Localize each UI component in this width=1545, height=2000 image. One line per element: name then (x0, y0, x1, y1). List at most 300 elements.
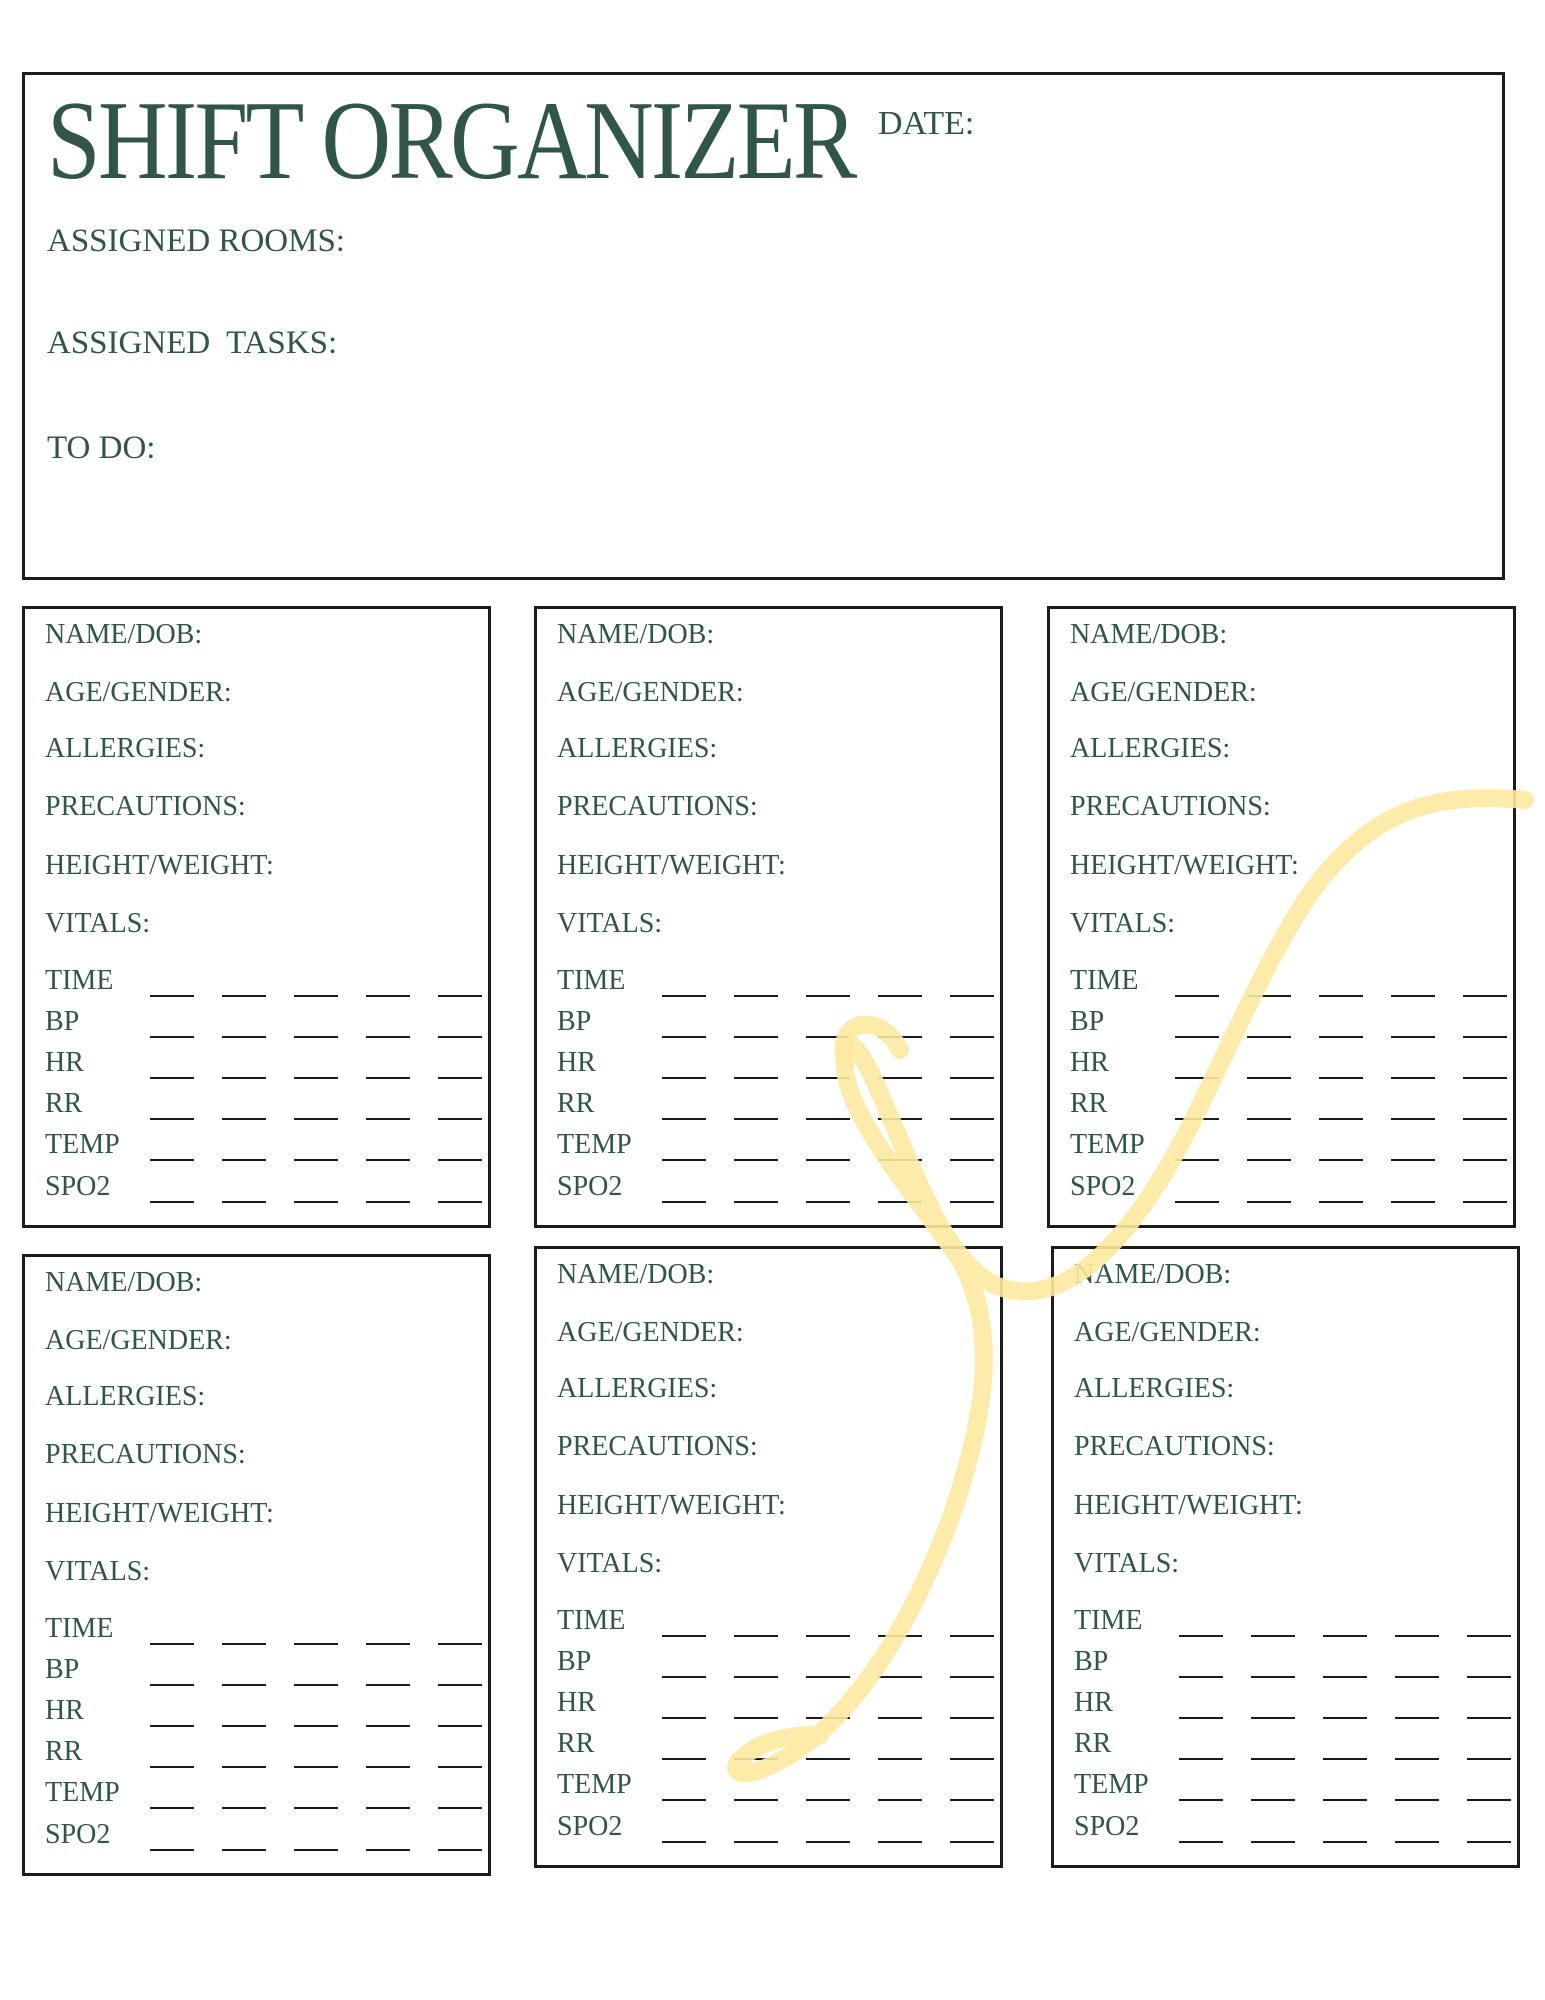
vital-label: SPO2 (557, 1171, 623, 1202)
vital-blank-line[interactable] (806, 1118, 850, 1120)
vitals-row (557, 1769, 987, 1805)
field-label: AGE/GENDER: (557, 1317, 744, 1348)
vital-blank-line[interactable] (294, 1725, 338, 1727)
vital-blank-line[interactable] (366, 1766, 410, 1768)
vitals-row (1074, 1769, 1504, 1805)
vital-blank-line[interactable] (438, 1159, 482, 1161)
vital-blank-line[interactable] (150, 1118, 194, 1120)
vitals-row (1074, 1646, 1504, 1682)
vital-blank-line[interactable] (222, 1036, 266, 1038)
vitals-row (1074, 1811, 1504, 1847)
shift-header-box (22, 72, 1505, 580)
vital-blank-line[interactable] (366, 1643, 410, 1645)
field-label: NAME/DOB: (1070, 619, 1228, 650)
vital-blank-line[interactable] (1247, 1036, 1291, 1038)
field-label: ALLERGIES: (1074, 1373, 1235, 1404)
vital-blank-line[interactable] (950, 1635, 994, 1637)
vitals-row (45, 1129, 475, 1165)
vital-label: BP (1074, 1646, 1109, 1677)
vital-blank-line[interactable] (366, 995, 410, 997)
vital-blank-line[interactable] (950, 1118, 994, 1120)
vital-blank-line[interactable] (366, 1849, 410, 1851)
vital-label: SPO2 (557, 1811, 623, 1842)
vital-label: TEMP (45, 1129, 120, 1160)
vital-blank-line[interactable] (294, 995, 338, 997)
vitals-row (557, 1047, 987, 1083)
vital-blank-line[interactable] (1395, 1758, 1439, 1760)
vital-blank-line[interactable] (366, 1807, 410, 1809)
vital-blank-line[interactable] (1319, 1118, 1363, 1120)
vital-blank-line[interactable] (1391, 1201, 1435, 1203)
vital-blank-line[interactable] (366, 1725, 410, 1727)
vital-blank-line[interactable] (150, 1201, 194, 1203)
vital-blank-line[interactable] (438, 1849, 482, 1851)
vital-blank-line[interactable] (1251, 1676, 1295, 1678)
vitals-row (557, 1006, 987, 1042)
vitals-row (45, 1047, 475, 1083)
vital-blank-line[interactable] (222, 1077, 266, 1079)
vital-blank-line[interactable] (950, 1799, 994, 1801)
field-label: PRECAUTIONS: (557, 1431, 758, 1462)
vital-blank-line[interactable] (1395, 1841, 1439, 1843)
vital-blank-line[interactable] (150, 1807, 194, 1809)
vital-label: TEMP (45, 1777, 120, 1808)
patient-card (22, 1254, 491, 1876)
vital-blank-line[interactable] (1179, 1799, 1223, 1801)
vital-blank-line[interactable] (1467, 1758, 1511, 1760)
vital-blank-line[interactable] (662, 1676, 706, 1678)
vitals-row (45, 1613, 475, 1649)
vital-blank-line[interactable] (150, 1725, 194, 1727)
vital-blank-line[interactable] (1467, 1717, 1511, 1719)
vital-blank-line[interactable] (150, 995, 194, 997)
vital-blank-line[interactable] (438, 1201, 482, 1203)
field-label: HEIGHT/WEIGHT: (557, 850, 786, 881)
vital-label: HR (557, 1047, 596, 1078)
vital-blank-line[interactable] (294, 1201, 338, 1203)
vital-blank-line[interactable] (294, 1077, 338, 1079)
vital-blank-line[interactable] (1319, 1036, 1363, 1038)
vital-blank-line[interactable] (734, 1676, 778, 1678)
vital-blank-line[interactable] (1391, 1077, 1435, 1079)
vital-blank-line[interactable] (294, 1684, 338, 1686)
vital-blank-line[interactable] (1175, 1077, 1219, 1079)
vital-blank-line[interactable] (950, 1676, 994, 1678)
vital-blank-line[interactable] (806, 1717, 850, 1719)
vital-blank-line[interactable] (878, 1036, 922, 1038)
vitals-row (1070, 1047, 1500, 1083)
vital-blank-line[interactable] (950, 1201, 994, 1203)
vital-blank-line[interactable] (1467, 1799, 1511, 1801)
vital-blank-line[interactable] (1391, 1118, 1435, 1120)
vital-blank-line[interactable] (1463, 1118, 1507, 1120)
vital-blank-line[interactable] (878, 1077, 922, 1079)
vital-label: RR (45, 1088, 83, 1119)
vital-blank-line[interactable] (878, 1841, 922, 1843)
vital-blank-line[interactable] (222, 1201, 266, 1203)
vital-blank-line[interactable] (878, 1635, 922, 1637)
vital-blank-line[interactable] (734, 1758, 778, 1760)
vital-blank-line[interactable] (1323, 1799, 1367, 1801)
vitals-row (1070, 965, 1500, 1001)
patient-card (534, 1246, 1003, 1868)
vital-blank-line[interactable] (1463, 1036, 1507, 1038)
vital-blank-line[interactable] (1179, 1758, 1223, 1760)
vital-blank-line[interactable] (878, 1799, 922, 1801)
vital-blank-line[interactable] (1395, 1676, 1439, 1678)
field-label: NAME/DOB: (45, 1267, 203, 1298)
field-label: VITALS: (1070, 908, 1176, 939)
vital-blank-line[interactable] (222, 1725, 266, 1727)
vital-label: BP (1070, 1006, 1105, 1037)
vital-label: BP (45, 1654, 80, 1685)
vital-blank-line[interactable] (662, 1201, 706, 1203)
vital-blank-line[interactable] (438, 1077, 482, 1079)
patient-card (1047, 606, 1516, 1228)
vital-label: TEMP (557, 1769, 632, 1800)
vital-label: BP (45, 1006, 80, 1037)
vital-blank-line[interactable] (222, 1849, 266, 1851)
vital-blank-line[interactable] (734, 1201, 778, 1203)
vital-blank-line[interactable] (734, 1799, 778, 1801)
vital-blank-line[interactable] (662, 1717, 706, 1719)
vitals-row (45, 1736, 475, 1772)
vitals-row (45, 965, 475, 1001)
vitals-row (45, 1088, 475, 1124)
field-label: PRECAUTIONS: (1074, 1431, 1275, 1462)
vital-label: TEMP (1070, 1129, 1145, 1160)
vital-blank-line[interactable] (1251, 1758, 1295, 1760)
vital-blank-line[interactable] (150, 1077, 194, 1079)
vital-blank-line[interactable] (294, 1807, 338, 1809)
vital-label: RR (1074, 1728, 1112, 1759)
vital-blank-line[interactable] (950, 1159, 994, 1161)
vital-blank-line[interactable] (1395, 1799, 1439, 1801)
vital-blank-line[interactable] (1323, 1676, 1367, 1678)
vital-blank-line[interactable] (150, 1684, 194, 1686)
vital-blank-line[interactable] (806, 1036, 850, 1038)
vital-blank-line[interactable] (662, 1635, 706, 1637)
vital-label: HR (557, 1687, 596, 1718)
field-label: VITALS: (45, 908, 151, 939)
vital-blank-line[interactable] (366, 1684, 410, 1686)
todo-label: TO DO: (47, 430, 156, 466)
vital-blank-line[interactable] (878, 1159, 922, 1161)
vital-blank-line[interactable] (294, 1766, 338, 1768)
vital-blank-line[interactable] (734, 995, 778, 997)
page-title: SHIFT ORGANIZER (47, 79, 855, 203)
vital-blank-line[interactable] (1323, 1758, 1367, 1760)
vital-blank-line[interactable] (366, 1159, 410, 1161)
vital-label: SPO2 (1070, 1171, 1136, 1202)
field-label: ALLERGIES: (557, 733, 718, 764)
vital-blank-line[interactable] (294, 1118, 338, 1120)
vitals-row (557, 1171, 987, 1207)
vital-blank-line[interactable] (1319, 1201, 1363, 1203)
vital-label: BP (557, 1646, 592, 1677)
vital-blank-line[interactable] (1463, 995, 1507, 997)
vital-blank-line[interactable] (438, 1807, 482, 1809)
vital-label: TIME (557, 1605, 626, 1636)
field-label: HEIGHT/WEIGHT: (1070, 850, 1299, 881)
vital-blank-line[interactable] (806, 1159, 850, 1161)
vital-blank-line[interactable] (1247, 1201, 1291, 1203)
vital-blank-line[interactable] (1463, 1077, 1507, 1079)
vital-blank-line[interactable] (366, 1077, 410, 1079)
field-label: NAME/DOB: (1074, 1259, 1232, 1290)
vital-label: RR (557, 1088, 595, 1119)
vital-blank-line[interactable] (222, 1807, 266, 1809)
vitals-row (1074, 1728, 1504, 1764)
vitals-row (45, 1777, 475, 1813)
vital-blank-line[interactable] (1175, 1201, 1219, 1203)
vital-blank-line[interactable] (1467, 1841, 1511, 1843)
vital-blank-line[interactable] (950, 1077, 994, 1079)
patient-card (22, 606, 491, 1228)
field-label: HEIGHT/WEIGHT: (45, 1498, 274, 1529)
vitals-row (557, 1129, 987, 1165)
vital-blank-line[interactable] (1319, 1159, 1363, 1161)
patient-card (1051, 1246, 1520, 1868)
vital-blank-line[interactable] (1179, 1676, 1223, 1678)
vital-blank-line[interactable] (1251, 1799, 1295, 1801)
vital-blank-line[interactable] (662, 995, 706, 997)
vital-blank-line[interactable] (150, 1766, 194, 1768)
vital-blank-line[interactable] (878, 995, 922, 997)
vital-blank-line[interactable] (662, 1799, 706, 1801)
vitals-row (1070, 1171, 1500, 1207)
field-label: ALLERGIES: (45, 1381, 206, 1412)
vital-blank-line[interactable] (1467, 1635, 1511, 1637)
vital-label: TIME (1070, 965, 1139, 996)
vital-blank-line[interactable] (1251, 1717, 1295, 1719)
vital-blank-line[interactable] (438, 1684, 482, 1686)
vital-blank-line[interactable] (662, 1118, 706, 1120)
vitals-row (557, 1811, 987, 1847)
vital-blank-line[interactable] (662, 1077, 706, 1079)
field-label: NAME/DOB: (45, 619, 203, 650)
vital-label: TIME (557, 965, 626, 996)
vital-blank-line[interactable] (150, 1159, 194, 1161)
vital-blank-line[interactable] (438, 1118, 482, 1120)
field-label: VITALS: (557, 908, 663, 939)
vitals-row (45, 1654, 475, 1690)
vital-blank-line[interactable] (1175, 1118, 1219, 1120)
vital-label: HR (1074, 1687, 1113, 1718)
vital-blank-line[interactable] (1391, 1036, 1435, 1038)
vital-blank-line[interactable] (734, 1077, 778, 1079)
vital-blank-line[interactable] (1179, 1635, 1223, 1637)
vital-blank-line[interactable] (734, 1717, 778, 1719)
vital-blank-line[interactable] (1395, 1635, 1439, 1637)
vital-blank-line[interactable] (1247, 995, 1291, 997)
vital-blank-line[interactable] (950, 995, 994, 997)
field-label: HEIGHT/WEIGHT: (45, 850, 274, 881)
vital-blank-line[interactable] (734, 1635, 778, 1637)
vital-blank-line[interactable] (222, 995, 266, 997)
vital-label: BP (557, 1006, 592, 1037)
vitals-row (557, 1646, 987, 1682)
vital-blank-line[interactable] (662, 1159, 706, 1161)
vital-label: TIME (45, 965, 114, 996)
vitals-row (1074, 1605, 1504, 1641)
vital-blank-line[interactable] (1247, 1159, 1291, 1161)
vital-label: RR (557, 1728, 595, 1759)
vital-blank-line[interactable] (806, 1799, 850, 1801)
vital-label: RR (1070, 1088, 1108, 1119)
vital-blank-line[interactable] (294, 1643, 338, 1645)
vital-blank-line[interactable] (734, 1036, 778, 1038)
vital-blank-line[interactable] (222, 1643, 266, 1645)
field-label: ALLERGIES: (45, 733, 206, 764)
field-label: PRECAUTIONS: (1070, 791, 1271, 822)
vital-blank-line[interactable] (150, 1036, 194, 1038)
vitals-row (557, 1687, 987, 1723)
vital-blank-line[interactable] (1323, 1717, 1367, 1719)
vital-blank-line[interactable] (294, 1036, 338, 1038)
vital-blank-line[interactable] (1179, 1717, 1223, 1719)
vital-blank-line[interactable] (1323, 1841, 1367, 1843)
vital-blank-line[interactable] (1463, 1201, 1507, 1203)
vital-blank-line[interactable] (294, 1849, 338, 1851)
patient-card (534, 606, 1003, 1228)
vital-blank-line[interactable] (806, 1201, 850, 1203)
vital-blank-line[interactable] (1319, 995, 1363, 997)
vital-blank-line[interactable] (1179, 1841, 1223, 1843)
vital-label: SPO2 (1074, 1811, 1140, 1842)
vital-blank-line[interactable] (1175, 995, 1219, 997)
vital-blank-line[interactable] (950, 1036, 994, 1038)
field-label: VITALS: (45, 1556, 151, 1587)
vital-blank-line[interactable] (222, 1118, 266, 1120)
vital-label: HR (45, 1047, 84, 1078)
field-label: PRECAUTIONS: (45, 1439, 246, 1470)
vital-blank-line[interactable] (878, 1758, 922, 1760)
field-label: HEIGHT/WEIGHT: (557, 1490, 786, 1521)
vital-blank-line[interactable] (1175, 1159, 1219, 1161)
vital-label: RR (45, 1736, 83, 1767)
vital-blank-line[interactable] (1319, 1077, 1363, 1079)
vital-blank-line[interactable] (806, 1676, 850, 1678)
field-label: AGE/GENDER: (557, 677, 744, 708)
vital-blank-line[interactable] (150, 1849, 194, 1851)
field-label: AGE/GENDER: (1074, 1317, 1261, 1348)
vital-blank-line[interactable] (734, 1118, 778, 1120)
vital-blank-line[interactable] (366, 1118, 410, 1120)
vital-blank-line[interactable] (1391, 995, 1435, 997)
field-label: NAME/DOB: (557, 619, 715, 650)
vital-blank-line[interactable] (1247, 1077, 1291, 1079)
vital-blank-line[interactable] (662, 1758, 706, 1760)
vitals-row (45, 1695, 475, 1731)
vital-blank-line[interactable] (878, 1717, 922, 1719)
vital-blank-line[interactable] (222, 1684, 266, 1686)
vitals-row (45, 1006, 475, 1042)
vital-blank-line[interactable] (222, 1766, 266, 1768)
vitals-row (1070, 1129, 1500, 1165)
vitals-row (45, 1819, 475, 1855)
vital-blank-line[interactable] (734, 1159, 778, 1161)
field-label: ALLERGIES: (1070, 733, 1231, 764)
vital-blank-line[interactable] (950, 1758, 994, 1760)
vital-blank-line[interactable] (150, 1643, 194, 1645)
vital-blank-line[interactable] (950, 1841, 994, 1843)
vital-blank-line[interactable] (222, 1159, 266, 1161)
field-label: VITALS: (557, 1548, 663, 1579)
vital-blank-line[interactable] (1251, 1841, 1295, 1843)
vital-blank-line[interactable] (662, 1841, 706, 1843)
field-label: ALLERGIES: (557, 1373, 718, 1404)
vital-blank-line[interactable] (950, 1717, 994, 1719)
vital-blank-line[interactable] (806, 1635, 850, 1637)
vital-label: SPO2 (45, 1171, 111, 1202)
field-label: HEIGHT/WEIGHT: (1074, 1490, 1303, 1521)
assigned-rooms-label: ASSIGNED ROOMS: (47, 223, 345, 259)
vital-blank-line[interactable] (1175, 1036, 1219, 1038)
vital-blank-line[interactable] (878, 1201, 922, 1203)
vitals-row (45, 1171, 475, 1207)
field-label: AGE/GENDER: (45, 677, 232, 708)
vitals-row (1074, 1687, 1504, 1723)
vital-blank-line[interactable] (806, 995, 850, 997)
vital-blank-line[interactable] (1391, 1159, 1435, 1161)
vital-label: HR (1070, 1047, 1109, 1078)
vital-blank-line[interactable] (1247, 1118, 1291, 1120)
vital-blank-line[interactable] (806, 1758, 850, 1760)
vital-blank-line[interactable] (1251, 1635, 1295, 1637)
vital-blank-line[interactable] (438, 1643, 482, 1645)
vital-blank-line[interactable] (662, 1036, 706, 1038)
vitals-row (557, 965, 987, 1001)
field-label: NAME/DOB: (557, 1259, 715, 1290)
vital-blank-line[interactable] (366, 1201, 410, 1203)
vitals-row (557, 1728, 987, 1764)
field-label: PRECAUTIONS: (45, 791, 246, 822)
vital-blank-line[interactable] (438, 1766, 482, 1768)
vital-label: TIME (1074, 1605, 1143, 1636)
field-label: AGE/GENDER: (45, 1325, 232, 1356)
vital-blank-line[interactable] (1467, 1676, 1511, 1678)
field-label: AGE/GENDER: (1070, 677, 1257, 708)
vital-label: TEMP (557, 1129, 632, 1160)
vital-blank-line[interactable] (1323, 1635, 1367, 1637)
vital-blank-line[interactable] (438, 1036, 482, 1038)
vital-blank-line[interactable] (878, 1118, 922, 1120)
vital-blank-line[interactable] (806, 1077, 850, 1079)
vital-label: TIME (45, 1613, 114, 1644)
assigned-tasks-label: ASSIGNED TASKS: (47, 325, 338, 361)
vital-blank-line[interactable] (366, 1036, 410, 1038)
field-label: VITALS: (1074, 1548, 1180, 1579)
vital-blank-line[interactable] (734, 1841, 778, 1843)
vital-blank-line[interactable] (1463, 1159, 1507, 1161)
vital-blank-line[interactable] (438, 995, 482, 997)
vitals-row (557, 1605, 987, 1641)
field-label: PRECAUTIONS: (557, 791, 758, 822)
vital-label: SPO2 (45, 1819, 111, 1850)
vital-label: TEMP (1074, 1769, 1149, 1800)
date-label: DATE: (878, 105, 975, 142)
vital-blank-line[interactable] (438, 1725, 482, 1727)
vital-blank-line[interactable] (878, 1676, 922, 1678)
vitals-row (1070, 1006, 1500, 1042)
vitals-row (1070, 1088, 1500, 1124)
vital-label: HR (45, 1695, 84, 1726)
vitals-row (557, 1088, 987, 1124)
vital-blank-line[interactable] (294, 1159, 338, 1161)
vital-blank-line[interactable] (1395, 1717, 1439, 1719)
vital-blank-line[interactable] (806, 1841, 850, 1843)
